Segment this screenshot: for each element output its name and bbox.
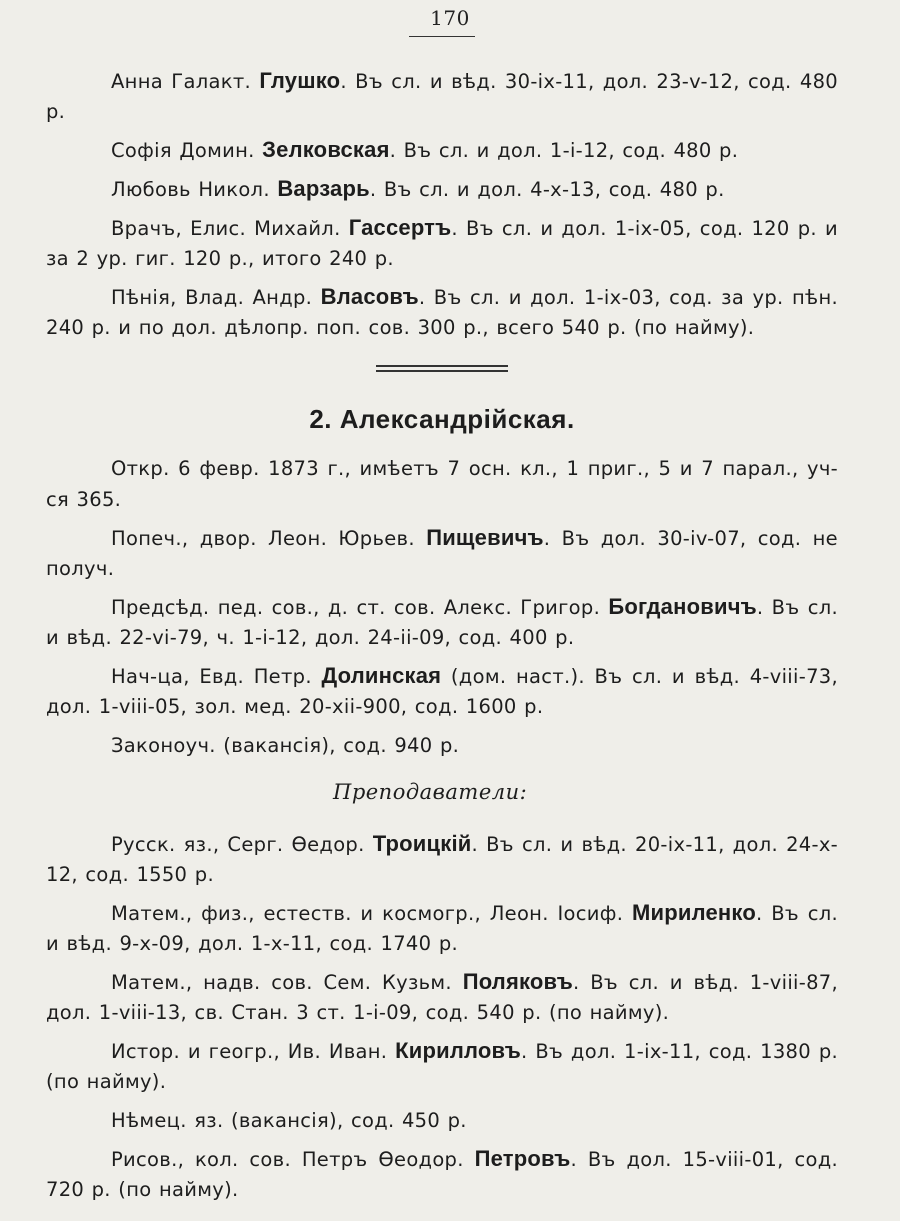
teacher-surname: Кирилловъ — [395, 1038, 521, 1063]
page-number-rule — [409, 36, 475, 37]
teacher-entry: Матем., надв. сов. Сем. Кузьм. Поляковъ. Въ сл. и вѣд. 1-viii-87, дол. 1-viii-13, св. Стан. 3 ст. 1-i-09, сод. 540 р. (по найму). — [46, 969, 839, 1024]
staff-entry: Пѣнія, Влад. Андр. Власовъ. Въ сл. и дол. 1-ix-03, сод. за ур. пѣн. 240 р. и по дол. дѣлопр. поп. сов. 300 р., всего 540 р. (по найму). — [46, 284, 838, 339]
staff-entry: Попеч., двор. Леон. Юрьев. Пищевичъ. Въ дол. 30-iv-07, сод. не получ. — [46, 525, 838, 580]
entries-teachers-group — [46, 829, 838, 1205]
teacher-surname: Троицкій — [372, 831, 472, 856]
staff-surname: Варзарь — [277, 176, 370, 201]
school-info-entry: Откр. 6 февр. 1873 г., имѣетъ 7 осн. кл., 1 приг., 5 и 7 парал., уч-ся 365. — [46, 457, 838, 511]
staff-entry: Софія Домин. Зелковская. Въ сл. и дол. 1-i-12, сод. 480 р. — [111, 137, 739, 162]
staff-surname: Глушко — [259, 68, 341, 93]
staff-entry: Врачъ, Елис. Михайл. Гассертъ. Въ сл. и дол. 1-ix-05, сод. 120 р. и за 2 ур. гиг. 120 р., итого 240 р. — [46, 215, 839, 270]
teacher-surname: Петровъ — [474, 1146, 571, 1171]
teacher-entry: Нѣмец. яз. (вакансія), сод. 450 р. — [111, 1109, 467, 1132]
staff-entry: Анна Галакт. Глушко. Въ сл. и вѣд. 30-ix-11, дол. 23-v-12, сод. 480 р. — [46, 68, 838, 123]
staff-surname: Власовъ — [320, 284, 419, 309]
staff-surname: Богдановичъ — [608, 594, 757, 619]
teacher-entry: Матем., физ., естеств. и космогр., Леон. Іосиф. Мириленко. Въ сл. и вѣд. 9-x-09, дол. 1-x-11, сод. 1740 р. — [46, 900, 838, 955]
teacher-surname: Поляковъ — [462, 969, 573, 994]
staff-entry: Предсѣд. пед. сов., д. ст. сов. Алекс. Григор. Богдановичъ. Въ сл. и вѣд. 22-vi-79, ч. 1-i-12, дол. 24-ii-09, сод. 400 р. — [46, 594, 838, 649]
teacher-entry: Русск. яз., Серг. Өедор. Троицкій. Въ сл. и вѣд. 20-ix-11, дол. 24-x-12, сод. 1550 р. — [46, 831, 838, 886]
teacher-entry: Рисов., кол. сов. Петръ Өеодор. Петровъ. Въ дол. 15-viii-01, сод. 720 р. (по найму). — [46, 1146, 839, 1201]
staff-surname: Долинская — [321, 663, 442, 688]
teacher-entry: Истор. и геогр., Ив. Иван. Кирилловъ. Въ дол. 1-ix-11, сод. 1380 р. (по найму). — [46, 1038, 838, 1093]
section-title: 2. Александрiйская. — [309, 404, 575, 434]
staff-surname: Зелковская — [262, 137, 390, 162]
entries-top-group — [46, 66, 838, 343]
staff-surname: Пищевичъ — [426, 525, 544, 550]
staff-entry: Законоуч. (вакансія), сод. 940 р. — [111, 734, 460, 757]
staff-entry: Нач-ца, Евд. Петр. Долинская (дом. наст.). Въ сл. и вѣд. 4-viii-73, дол. 1-viii-05, зол. мед. 20-xii-900, сод. 1600 р. — [46, 663, 838, 718]
teacher-surname: Мириленко — [631, 900, 756, 925]
page-content — [46, 66, 838, 1213]
teachers-subheading: Преподаватели: — [333, 780, 528, 804]
page-number: 170 — [430, 6, 470, 30]
staff-entry: Любовь Никол. Варзарь. Въ сл. и дол. 4-x-13, сод. 480 р. — [111, 176, 725, 201]
staff-surname: Гассертъ — [348, 215, 452, 240]
entries-middle-group — [46, 454, 838, 761]
section-divider — [376, 365, 508, 372]
